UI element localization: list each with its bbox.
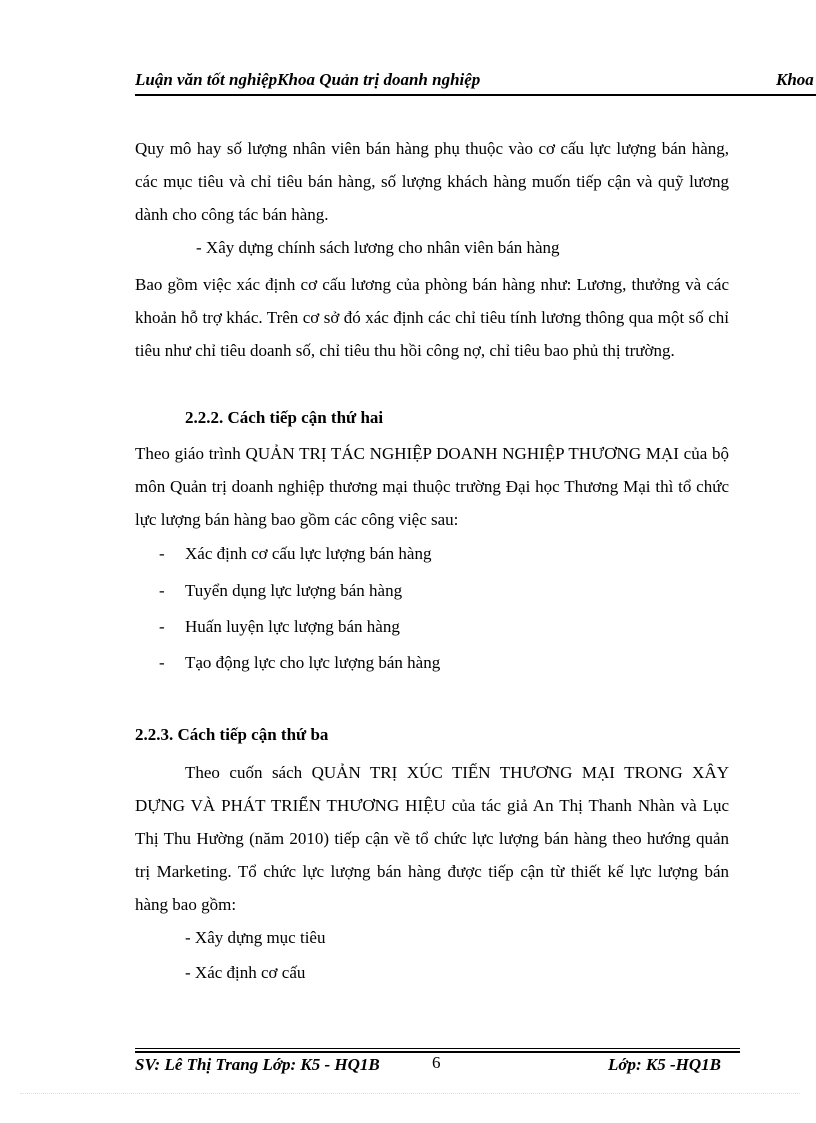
footer-class-info: Lớp: K5 -HQ1B <box>608 1055 722 1074</box>
paragraph-marketing-approach: Theo cuốn sách QUẢN TRỊ XÚC TIẾN THƯƠNG MẠI TRONG XÂY DỰNG VÀ PHÁT TRIỂN THƯƠNG HIỆU của tác giả An Thị Thanh Nhàn và Lục Thị Thu Hường (năm 2010) tiếp cận về tổ chức lực lượng bán hàng theo hướng quản trị Marketing. Tổ chức lực lượng bán hàng được tiếp cận từ thiết kế lực lượng bán hàng bao gồm: <box>135 763 729 914</box>
list-item: Xác định cơ cấu lực lượng bán hàng <box>185 544 432 563</box>
subheading-structure: - Xác định cơ cấu <box>185 963 306 982</box>
subheading-salary-policy: - Xây dựng chính sách lương cho nhân viên bán hàng <box>196 238 560 257</box>
header-right-text: Khoa <box>776 70 814 89</box>
list-bullet: - <box>159 544 165 563</box>
subheading-goals: - Xây dựng mục tiêu <box>185 928 326 947</box>
list-item: Tạo động lực cho lực lượng bán hàng <box>185 653 441 672</box>
page-header <box>135 68 816 96</box>
list-item: Huấn luyện lực lượng bán hàng <box>185 617 400 636</box>
list-bullet: - <box>159 617 165 636</box>
paragraph-salary-structure: Bao gồm việc xác định cơ cấu lương của phòng bán hàng như: Lương, thưởng và các khoản hỗ trợ khác. Trên cơ sở đó xác định các chỉ tiêu tính lương thông qua một số chỉ tiêu như chỉ tiêu doanh số, chỉ tiêu thu hồi công nợ, chỉ tiêu bao phủ thị trường. <box>135 275 729 360</box>
heading-2-2-3: 2.2.3. Cách tiếp cận thứ ba <box>135 725 329 744</box>
list-item: Tuyển dụng lực lượng bán hàng <box>185 581 403 600</box>
header-title: Luận văn tốt nghiệpKhoa Quản trị doanh nghiệp <box>135 70 481 89</box>
page-edge-dots <box>20 1093 800 1094</box>
paragraph-textbook-approach: Theo giáo trình QUẢN TRỊ TÁC NGHIỆP DOANH NGHIỆP THƯƠNG MẠI của bộ môn Quản trị doanh nghiệp thương mại thuộc trường Đại học Thương Mại thì tổ chức lực lượng bán hàng bao gồm các công việc sau: <box>135 444 729 529</box>
paragraph-sales-staff-size: Quy mô hay số lượng nhân viên bán hàng phụ thuộc vào cơ cấu lực lượng bán hàng, các mục tiêu và chỉ tiêu bán hàng, số lượng khách hàng muốn tiếp cận và quỹ lương dành cho công tác bán hàng. <box>135 139 729 224</box>
footer-rule <box>135 1048 740 1049</box>
footer-student-info: SV: Lê Thị Trang Lớp: K5 - HQ1B <box>135 1055 380 1074</box>
list-bullet: - <box>159 581 165 600</box>
list-bullet: - <box>159 653 165 672</box>
heading-2-2-2: 2.2.2. Cách tiếp cận thứ hai <box>185 408 384 427</box>
page-number: 6 <box>432 1053 441 1072</box>
